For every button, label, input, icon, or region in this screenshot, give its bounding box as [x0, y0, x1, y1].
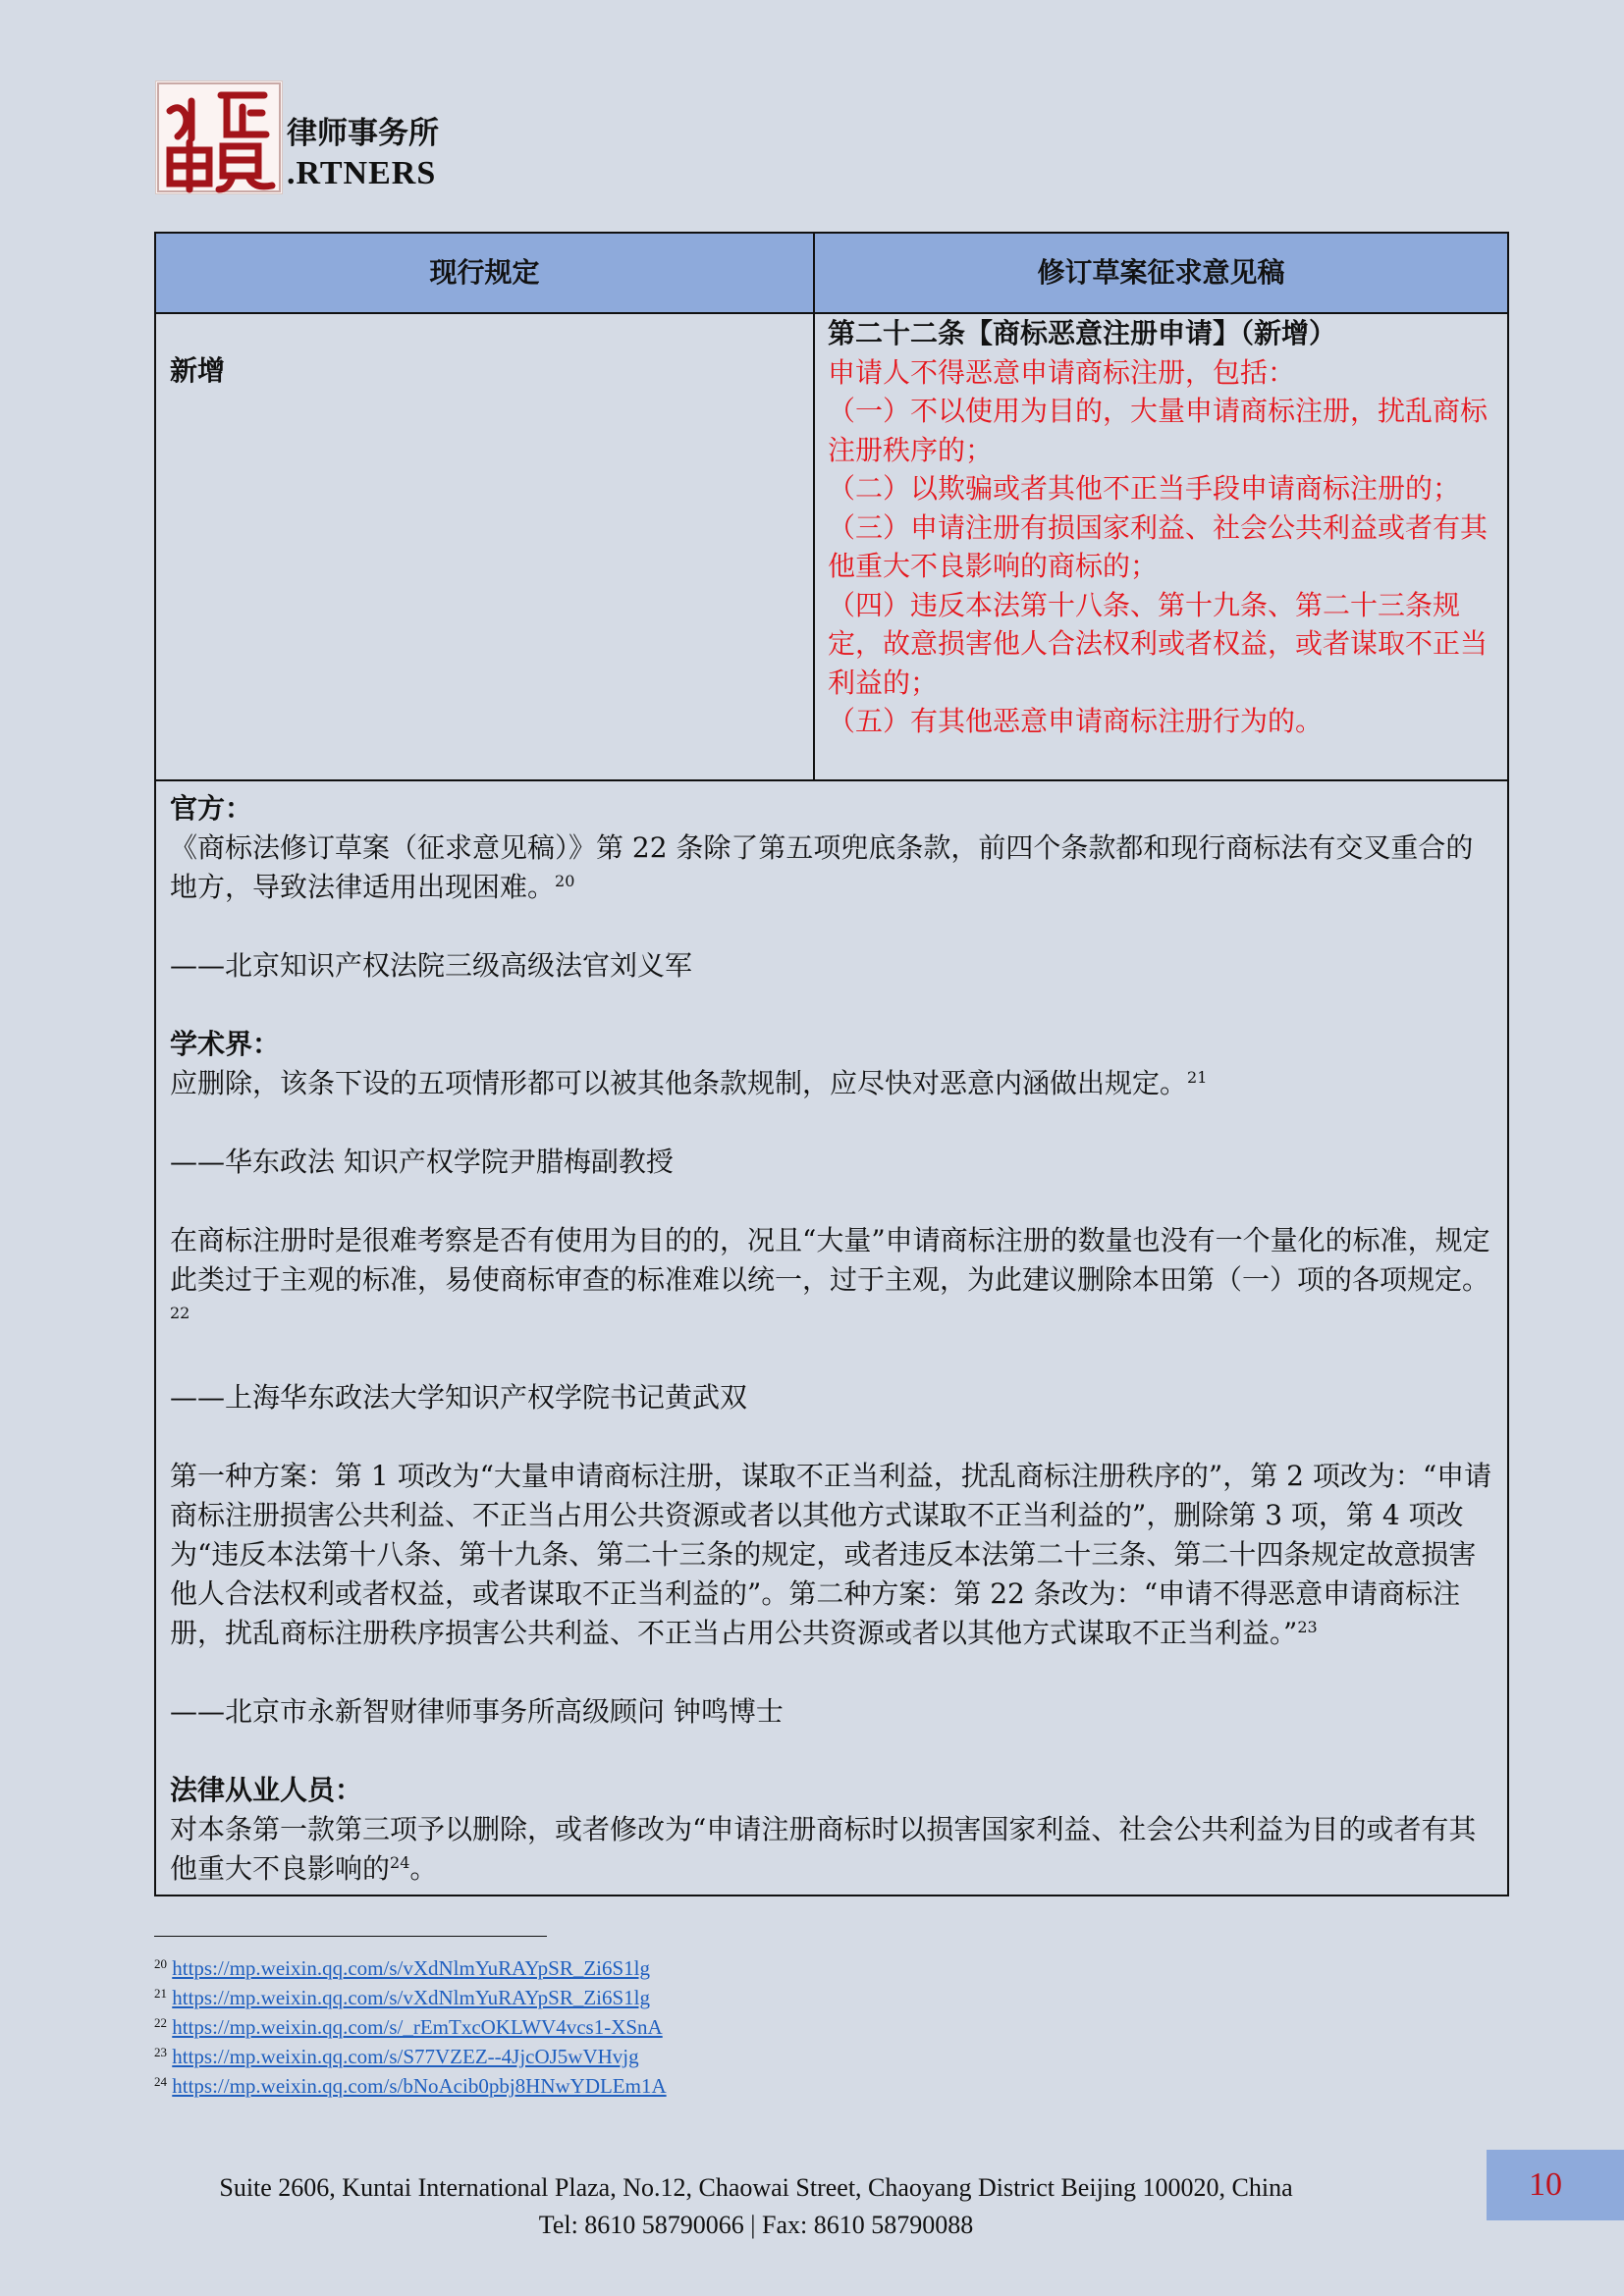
comment-text: 应删除，该条下设的五项情形都可以被其他条款规制，应尽快对恶意内涵做出规定。 [170, 1067, 1188, 1099]
footer-address-block [177, 2169, 1335, 2244]
comment-text: 对本条第一款第三项予以删除，或者修改为“申请注册商标时以损害国家利益、社会公共利益为目的或者有其他重大不良影响的 [170, 1813, 1477, 1885]
firm-name-cn: 律师事务所 [287, 116, 439, 151]
footnote-number: 21 [154, 1986, 167, 2001]
comment-paragraph [170, 1221, 1497, 1339]
article-line: （五）有其他恶意申请商标注册行为的。 [828, 705, 1324, 737]
firm-seal-logo [155, 80, 283, 194]
comment-paragraph [170, 1457, 1497, 1653]
comment-attribution: ——北京知识产权法院三级高级法官刘义军 [170, 949, 693, 982]
comparison-table [154, 232, 1509, 1896]
footnote-link[interactable]: https://mp.weixin.qq.com/s/_rEmTxcOKLWV4vcs1-XSnA [172, 2015, 663, 2039]
comment-text: 《商标法修订草案（征求意见稿）》第 22 条除了第五项兜底条款，前四个条款都和现行商标法有交叉重合的地方，导致法律适用出现困难。 [170, 831, 1474, 903]
footnote-ref: 24 [390, 1853, 410, 1872]
footnote-number: 23 [154, 2045, 167, 2059]
comment-attribution: ——华东政法 知识产权学院尹腊梅副教授 [170, 1146, 674, 1178]
footnote-separator [154, 1936, 547, 1937]
footnote-ref: 23 [1297, 1618, 1318, 1636]
comment-tail: 。 [409, 1852, 438, 1885]
footnote-link[interactable]: https://mp.weixin.qq.com/s/vXdNlmYuRAYpSR_Zi6S1lg [172, 1956, 651, 1980]
article-line: （三）申请注册有损国家利益、社会公共利益或者有其他重大不良影响的商标的； [828, 510, 1489, 582]
article-line: 申请人不得恶意申请商标注册，包括： [828, 355, 1296, 389]
article-line: （四）违反本法第十八条、第十九条、第二十三条规定，故意损害他人合法权利或者权益，或者谋取不正当利益的； [828, 588, 1489, 699]
comment-attribution: ——北京市永新智财律师事务所高级顾问 钟鸣博士 [170, 1695, 784, 1728]
draft-rule-cell [828, 314, 1495, 741]
page-number-box [1487, 2150, 1624, 2220]
footnote-link[interactable]: https://mp.weixin.qq.com/s/S77VZEZ--4JjcOJ5wVHvjg [172, 2045, 639, 2068]
footer-address: Suite 2606, Kuntai International Plaza, No.12, Chaowai Street, Chaoyang District Beijing 100020, China [219, 2173, 1293, 2202]
footnote [154, 1953, 667, 1983]
current-rule-cell: 新增 [170, 354, 226, 387]
footnote-link[interactable]: https://mp.weixin.qq.com/s/vXdNlmYuRAYpSR_Zi6S1lg [172, 1986, 651, 2009]
category-academic: 学术界： [170, 1028, 281, 1060]
footnote-number: 20 [154, 1956, 167, 1971]
comment-attribution: ——上海华东政法大学知识产权学院书记黄武双 [170, 1381, 748, 1414]
footnote [154, 2042, 667, 2071]
comment-text: 在商标注册时是很难考察是否有使用为目的的，况且“大量”申请商标注册的数量也没有一个量化的标准，规定此类过于主观的标准，易使商标审查的标准难以统一，过于主观，为此建议删除本田第（一）项的各项规定。 [170, 1224, 1490, 1296]
page-number: 10 [1529, 2166, 1562, 2203]
footer-contact: Tel: 8610 58790066 | Fax: 8610 58790088 [538, 2211, 974, 2239]
category-practitioner: 法律从业人员： [170, 1774, 363, 1806]
footnote [154, 2071, 667, 2101]
row-divider [156, 779, 1507, 781]
footnote-number: 22 [154, 2015, 167, 2030]
comment-paragraph [170, 828, 1497, 907]
table-header-row [156, 234, 1507, 314]
comments-cell [170, 789, 1497, 1889]
footnote-ref: 21 [1187, 1068, 1208, 1087]
footnotes [154, 1953, 667, 2101]
article-line: （二）以欺骗或者其他不正当手段申请商标注册的； [828, 472, 1461, 505]
header-draft-revision: 修订草案征求意见稿 [1037, 256, 1285, 289]
header-current-rules: 现行规定 [429, 256, 540, 289]
category-official: 官方： [170, 792, 253, 825]
footnote [154, 1983, 667, 2012]
article-line: （一）不以使用为目的，大量申请商标注册，扰乱商标注册秩序的； [828, 395, 1489, 466]
column-divider [813, 234, 815, 781]
footnote-ref: 20 [555, 872, 575, 890]
footnote [154, 2012, 667, 2042]
comment-paragraph [170, 1064, 1497, 1103]
article-title: 第二十二条【商标恶意注册申请】（新增） [828, 317, 1337, 349]
comment-text: 第一种方案：第 1 项改为“大量申请商标注册，谋取不正当利益，扰乱商标注册秩序的”，第 2 项改为：“申请商标注册损害公共利益、不正当占用公共资源或者以其他方式谋取不正当利益的”，删除第 3 项，第 4 项改为“违反本法第十八条、第十九条、第二十三条的规定，或者违反本法第二十三条、第二十四条规定故意损害他人合法权利或者权益，或者谋取不正当利益的”。第二种方案：第 22 条改为：“申请不得恶意申请商标注册，扰乱商标注册秩序损害公共利益、不正当占用公共资源或者以其他方式谋取不正当利益。” [170, 1460, 1492, 1649]
footnote-link[interactable]: https://mp.weixin.qq.com/s/bNoAcib0pbj8HNwYDLEm1A [172, 2074, 667, 2098]
firm-name-en: .RTNERS [287, 155, 437, 191]
footnote-number: 24 [154, 2074, 167, 2089]
seal-icon [156, 81, 282, 193]
comment-paragraph [170, 1810, 1497, 1889]
footnote-ref: 22 [170, 1304, 190, 1322]
